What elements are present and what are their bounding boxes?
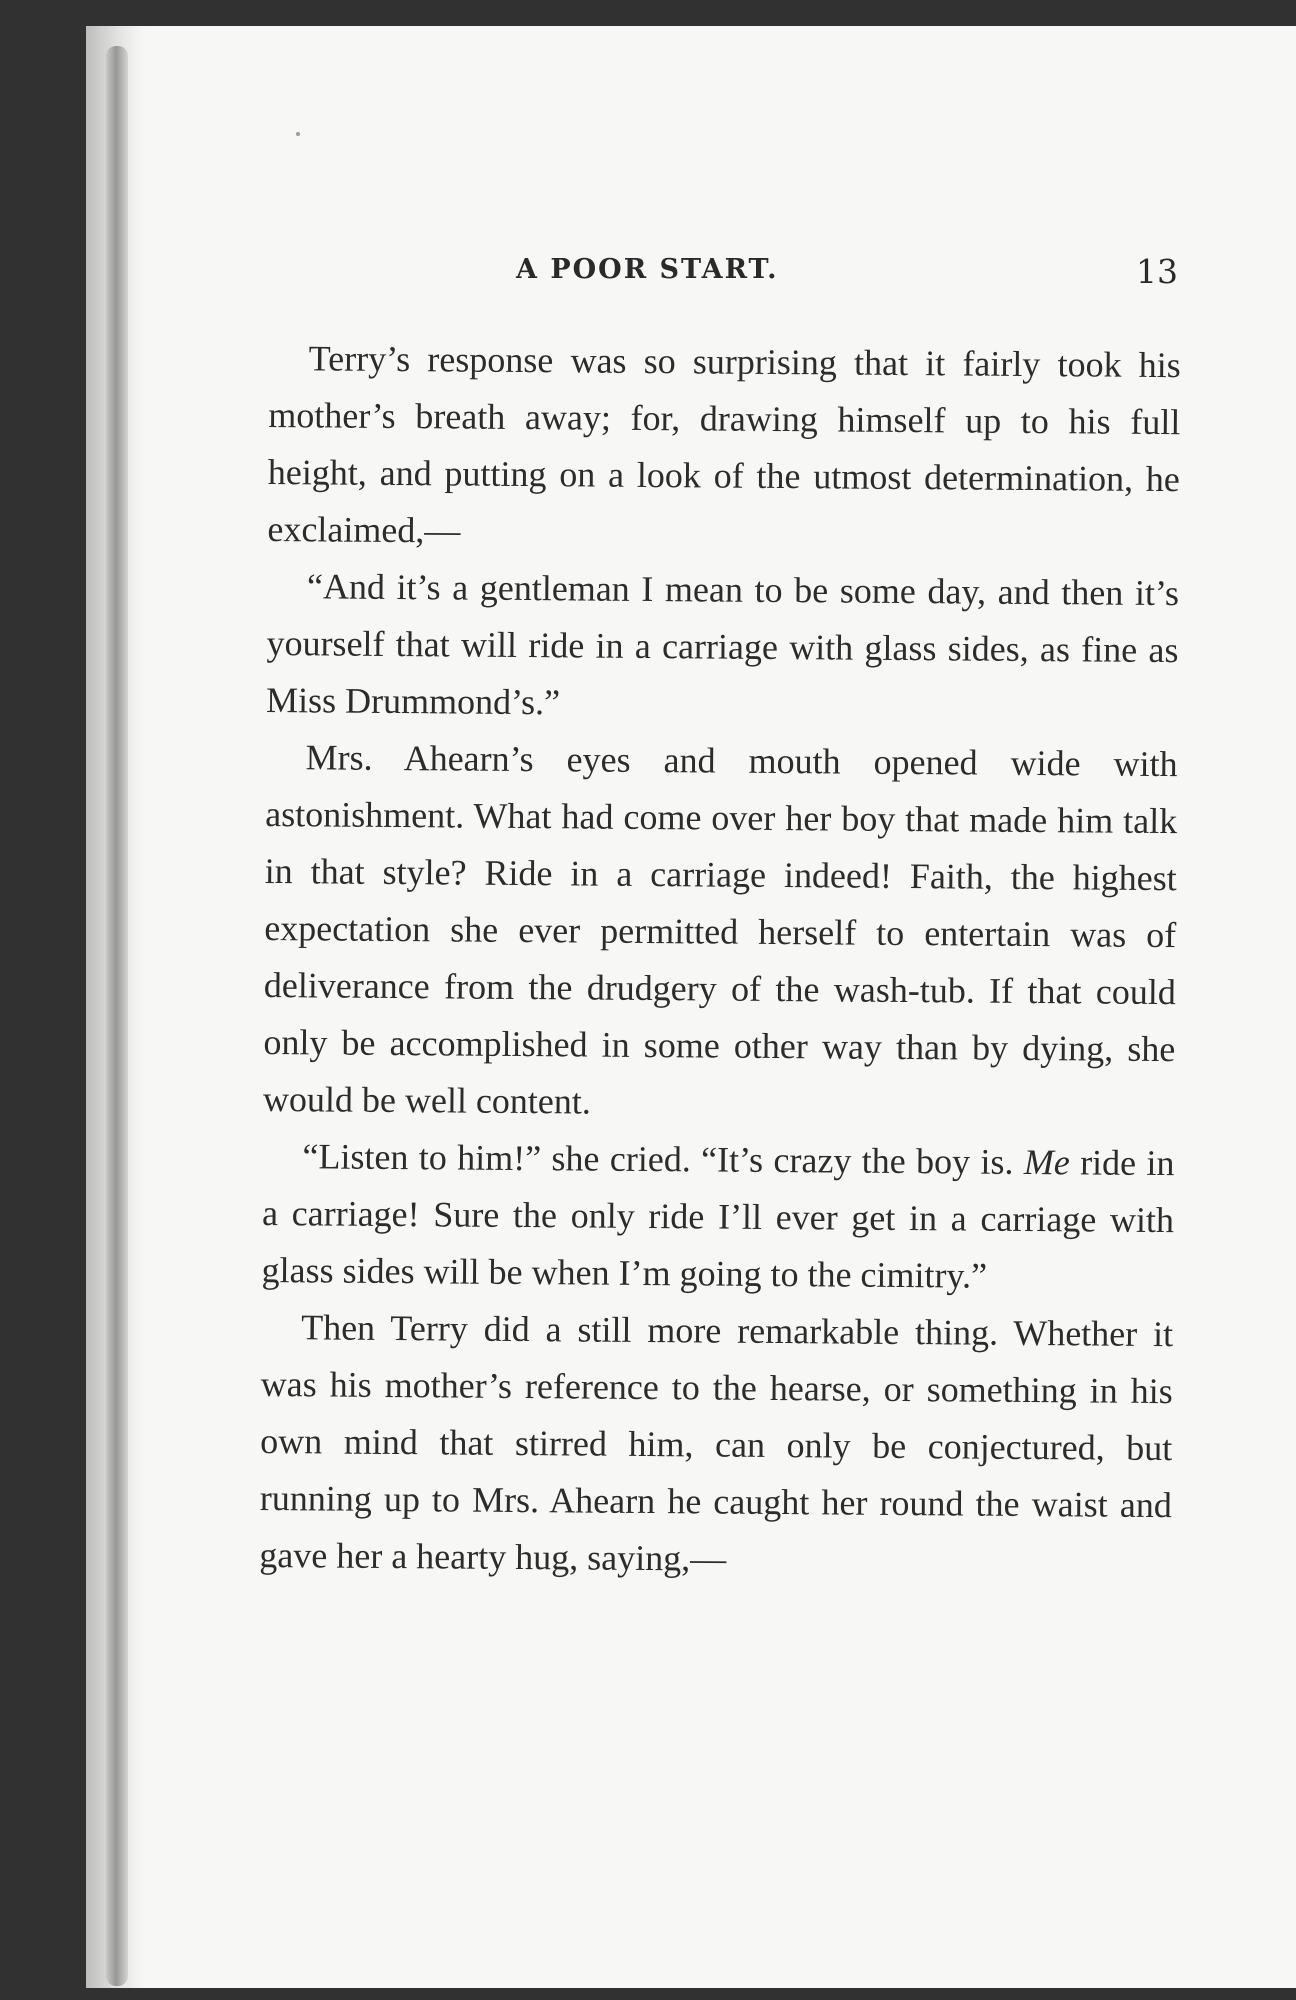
paper-speck [296,132,300,136]
page-number: 13 [1136,252,1178,291]
paragraph-text: ride in a carriage! Sure the only ride I’ll ever get in a carriage with glass sides will be when I’m going to the cimitry.” [261,1142,1175,1296]
body-text [259,330,1181,1591]
paragraph [261,1128,1174,1306]
running-title: A POOR START. [516,254,779,285]
paragraph: “And it’s a gentleman I mean to be some day, and then it’s yourself that will ride in a carriage with glass sides, as fine as Miss Drummond’s.” [265,566,1180,723]
book-page [86,26,1296,1988]
paragraph: Mrs. Ahearn’s eyes and mouth opened wide with astonishment. What had come over her boy that made him talk in that style? Ride in a carriage indeed! Faith, the highest expectation she ever permitted herself to entertain was of deliverance from the drudgery of the wash-tub. If that could only be accomplished in some other way than by dying, she would be well content. [262,737,1178,1122]
binding-shadow [106,46,128,1986]
paragraph: Then Terry did a still more remarkable thing. Whether it was his mother’s reference to the hearse, or something in his own mind that stirred him, can only be conjectured, but running up to Mrs. Ahearn he caught her round the waist and gave her a hearty hug, saying,— [259,1307,1174,1579]
emphasis-text: Me [1023,1141,1070,1183]
paragraph: Terry’s response was so surprising that it fairly took his mother’s breath away; for, drawing himself up to his full height, and putting on a look of the utmost determination, he exclaimed,— [267,338,1181,551]
paragraph-text: “Listen to him!” she cried. “It’s crazy the boy is. [302,1136,1024,1182]
